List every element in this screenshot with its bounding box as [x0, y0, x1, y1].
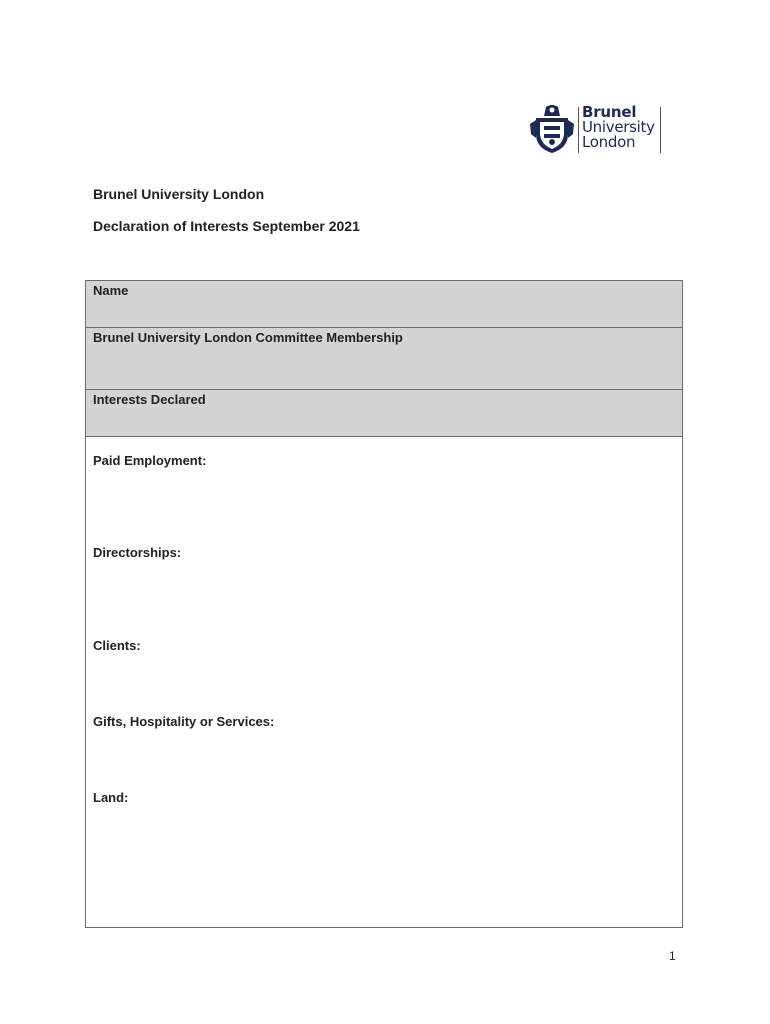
directorships-label: Directorships: [93, 545, 182, 560]
logo-line-brunel: Brunel [582, 103, 637, 121]
land-label: Land: [93, 790, 129, 805]
logo-divider-left [578, 107, 579, 153]
committee-label: Brunel University London Committee Membership [93, 330, 403, 345]
brunel-logo [530, 104, 664, 156]
logo-divider-right [660, 107, 661, 153]
paid-employment-label: Paid Employment: [93, 453, 207, 468]
document-title: Brunel University London [93, 186, 265, 202]
interests-row [86, 390, 682, 437]
logo-wordmark [582, 105, 655, 150]
declaration-form [85, 280, 683, 928]
committee-row[interactable] [86, 328, 682, 390]
gifts-label: Gifts, Hospitality or Services: [93, 714, 275, 729]
logo-line-university: University [582, 118, 655, 136]
logo-line-london: London [582, 133, 636, 151]
clients-label: Clients: [93, 638, 141, 653]
crest-icon [530, 104, 574, 154]
name-row[interactable] [86, 281, 682, 328]
interests-body[interactable] [86, 437, 682, 927]
page-number: 1 [669, 949, 676, 963]
document-subtitle: Declaration of Interests September 2021 [93, 218, 360, 234]
interests-label: Interests Declared [93, 392, 206, 407]
name-label: Name [93, 283, 129, 298]
